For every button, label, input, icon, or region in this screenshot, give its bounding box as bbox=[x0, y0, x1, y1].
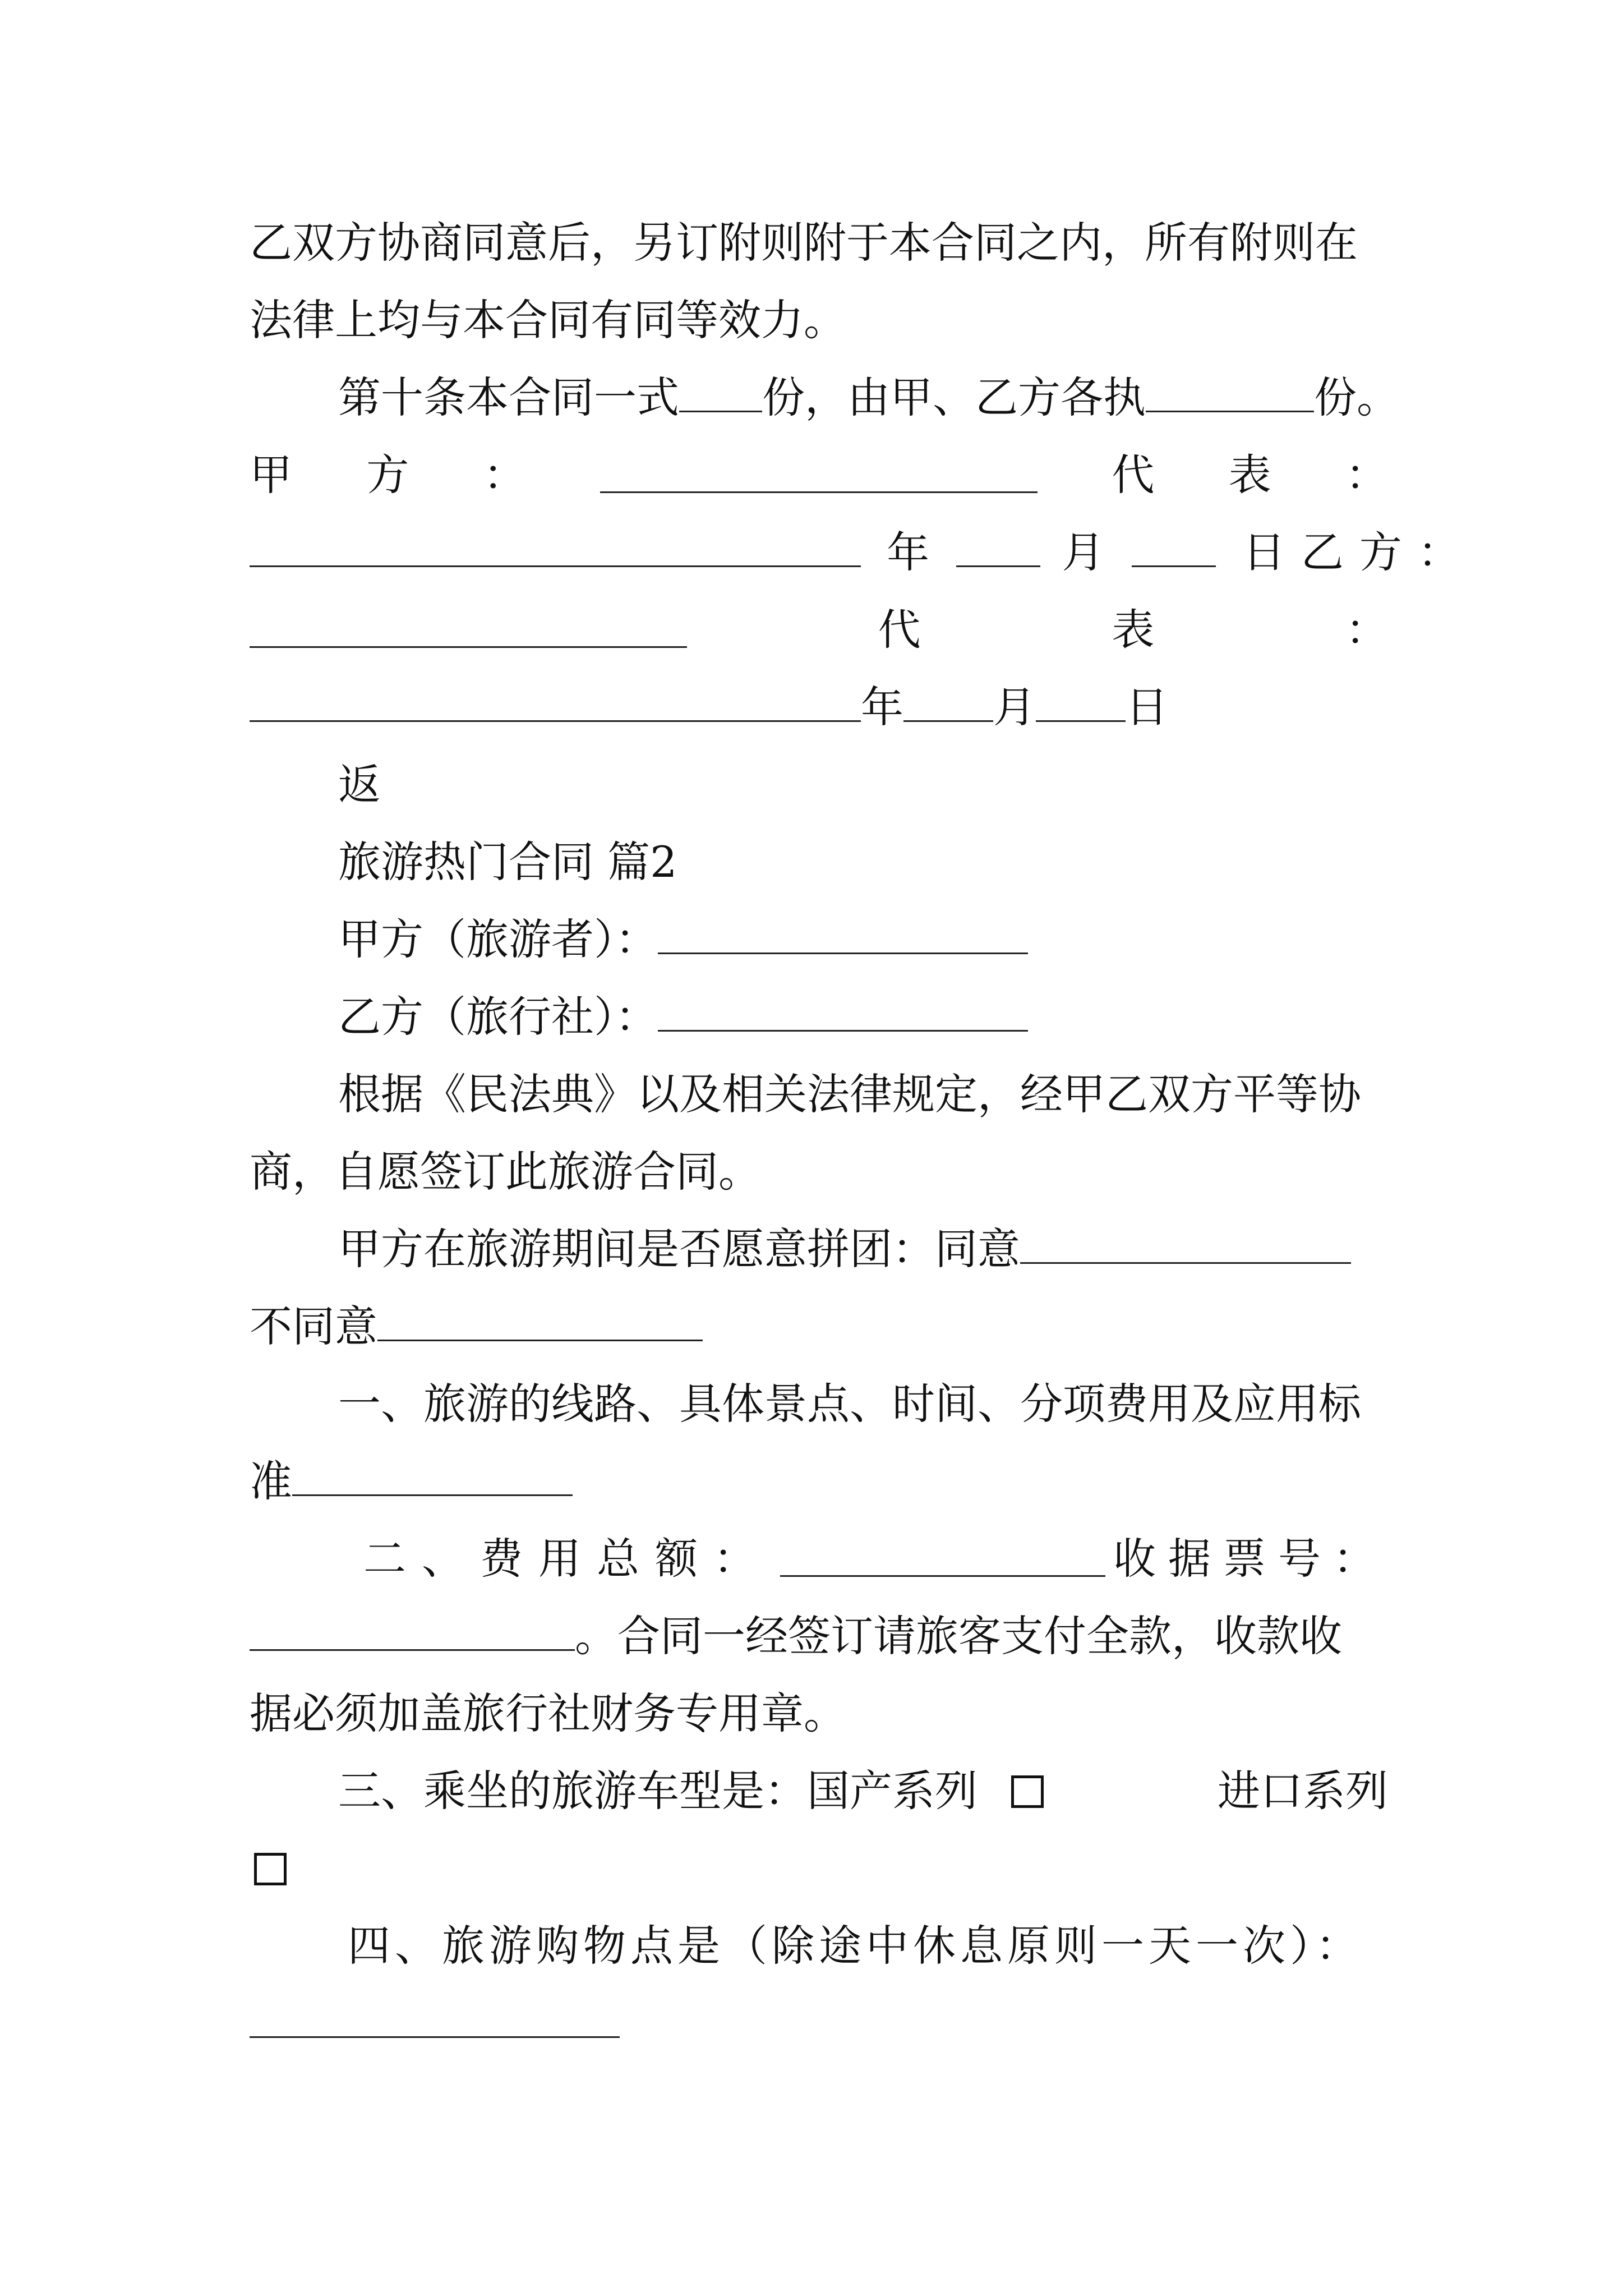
text-line bbox=[250, 1676, 1388, 1752]
copies-each-blank bbox=[1146, 377, 1314, 412]
clause-text: 准 bbox=[250, 1456, 292, 1506]
party-a-label-char: 方 bbox=[366, 450, 409, 500]
shopping-points-blank bbox=[250, 2003, 620, 2038]
representative-label-char: 表 bbox=[1112, 605, 1155, 655]
text-line bbox=[250, 282, 1388, 358]
party-b-agency-label: 乙方（旅行社）： bbox=[338, 992, 658, 1042]
clause-one-line bbox=[338, 1366, 1388, 1442]
colon: ： bbox=[1345, 450, 1388, 500]
section-title-text: 旅游热门合同 篇2 bbox=[338, 837, 677, 887]
party-a-tourist-line bbox=[338, 901, 1388, 978]
vehicle-type-question: 三、乘坐的旅游车型是：国产系列 bbox=[338, 1766, 978, 1816]
section-title bbox=[338, 824, 1388, 900]
total-fee-blank bbox=[780, 1542, 1105, 1577]
agency-blank bbox=[658, 996, 1028, 1032]
total-fee-label: 二、费用总额： bbox=[363, 1534, 772, 1584]
day-blank bbox=[1036, 687, 1126, 722]
month-blank bbox=[903, 687, 993, 722]
agree-blank bbox=[1020, 1228, 1351, 1264]
paragraph-text: 根据《民法典》以及相关法律规定，经甲乙双方平等协 bbox=[338, 1069, 1361, 1119]
group-tour-question: 甲方在旅游期间是否愿意拼团：同意 bbox=[338, 1224, 1020, 1274]
month-blank bbox=[956, 532, 1040, 567]
date-month-label: 月 bbox=[993, 682, 1036, 732]
party-b-blank bbox=[250, 613, 687, 648]
group-tour-line bbox=[338, 1211, 1388, 1287]
party-b-agency-line bbox=[338, 979, 1388, 1055]
shopping-blank-line bbox=[250, 1985, 1388, 2062]
colon: ： bbox=[1345, 605, 1388, 655]
article-text: 份。 bbox=[1314, 372, 1399, 422]
checkbox-line bbox=[250, 1830, 1388, 1907]
date-month-label: 月 bbox=[1062, 527, 1105, 577]
representative-blank bbox=[250, 687, 861, 722]
domestic-series-checkbox[interactable] bbox=[1011, 1775, 1044, 1808]
tourist-blank bbox=[658, 919, 1028, 954]
imported-series-label: 进口系列 bbox=[1218, 1766, 1388, 1816]
clause-text: 一、旅游的线路、具体景点、时间、分项费用及应用标 bbox=[338, 1379, 1361, 1429]
receipt-number-blank bbox=[250, 1616, 575, 1651]
party-a-tourist-label: 甲方（旅游者）： bbox=[338, 914, 658, 964]
return-text: 返 bbox=[338, 760, 381, 809]
article-text: 第十条本合同一式 bbox=[338, 372, 679, 422]
date-year-label: 年 bbox=[887, 527, 930, 577]
representative-label-char: 代 bbox=[1112, 450, 1155, 500]
representative-label-char: 表 bbox=[1228, 450, 1271, 500]
article-ten-line bbox=[338, 360, 1399, 436]
day-blank bbox=[1132, 532, 1216, 567]
copies-blank bbox=[679, 377, 762, 412]
party-a-label-char: 甲 bbox=[250, 450, 292, 500]
disagree-label: 不同意 bbox=[250, 1301, 377, 1351]
shopping-points-question: 四、旅游购物点是（除途中休息原则一天一次）： bbox=[348, 1921, 1363, 1971]
imported-series-checkbox[interactable] bbox=[254, 1853, 287, 1885]
representative-blank bbox=[250, 532, 861, 567]
party-b-representative-line bbox=[250, 592, 1388, 668]
party-a-signature-line bbox=[250, 437, 1388, 513]
text-line bbox=[338, 1056, 1388, 1133]
party-a-blank bbox=[600, 458, 1038, 493]
article-text: 份，由甲、乙方各执 bbox=[762, 372, 1146, 422]
text-line bbox=[250, 1134, 1388, 1210]
paragraph-text: 乙双方协商同意后，另订附则附于本合同之内，所有附则在 bbox=[250, 218, 1358, 268]
text-line bbox=[250, 205, 1388, 281]
clause-three-line bbox=[338, 1753, 1388, 1829]
disagree-line bbox=[250, 1289, 1388, 1365]
clause-one-continuation bbox=[250, 1443, 1388, 1520]
clause-two-line bbox=[363, 1521, 1388, 1597]
clause-two-continuation bbox=[250, 1598, 1388, 1674]
party-b-date-line bbox=[250, 669, 1388, 746]
receipt-number-label: 收据票号： bbox=[1113, 1534, 1388, 1584]
date-day-label: 日 bbox=[1126, 682, 1168, 732]
standard-blank bbox=[292, 1461, 573, 1496]
colon: ： bbox=[483, 450, 526, 500]
paragraph-text: 法律上均与本合同有同等效力。 bbox=[250, 295, 846, 345]
paragraph-text: 商，自愿签订此旅游合同。 bbox=[250, 1147, 761, 1197]
party-a-date-line bbox=[250, 514, 1476, 591]
disagree-blank bbox=[377, 1306, 703, 1341]
text-line bbox=[338, 747, 1388, 823]
clause-text: 。合同一经签订请旅客支付全款，收款收 bbox=[575, 1611, 1342, 1661]
representative-label-char: 代 bbox=[878, 605, 921, 655]
clause-text: 据必须加盖旅行社财务专用章。 bbox=[250, 1688, 846, 1738]
clause-four-line bbox=[348, 1908, 1388, 1984]
date-year-label: 年 bbox=[861, 682, 903, 732]
date-day-party-b-label: 日乙方： bbox=[1242, 527, 1476, 577]
